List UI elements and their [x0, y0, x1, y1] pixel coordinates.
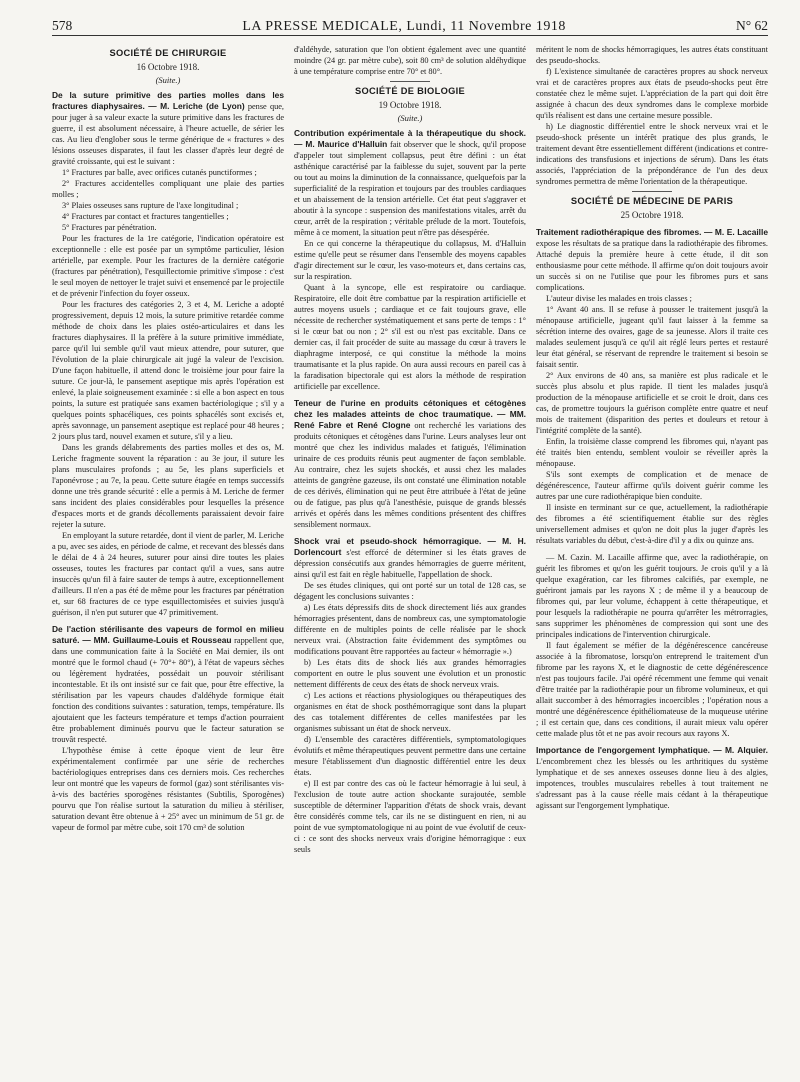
list-item: f) L'existence simultanée de caractères propres au shock nerveux vrai et de caractères propres aux états de pseudo-shocks peut être constatée chez le même sujet. L'appréciation de la part qui doit être assignée à chacun des deux syndromes dans le complexe morbide qu'ils réalisent est dans une certaine mesure possible. — [536, 67, 768, 120]
paragraph: Pour les fractures des catégories 2, 3 et 4, M. Leriche a adopté progressivement, depuis 12 mois, la suture primitive retardée comme méthode de choix dans les plaies ostéo-articulaires et dans les fractures diaphysaires. Il la préfère à la suture primitive immédiate, parce qu'il lui semble qu'il vaut mieux attendre, pour suturer, que l'évolution de la plaie chirurgicale ait jugé la valeur de l'excision. D'une façon habituelle, il attend donc le troisième jour pour faire la suture. Ce jour-là, le pansement aseptique mis après l'opération est enlevé, la plaie soigneusement examinée : si elle a bon aspect en tous points, la suture est pratiquée sans examen bactériologique ; s'il y a quelques points sphacéliques, ces points sphacélés sont excisés et, après savonnage, un pansement aseptique est replacé pour 48 heures ; 2 jours plus tard, nouvel examen et suture, s'il y a lieu. — [52, 300, 284, 441]
list-item: d) L'ensemble des caractères différentiels, symptomatologiques évolutifs et même thérapeutiques peuvent permettre dans une certaine mesure l'établissement d'un diagnostic différentiel entre les deux états. — [294, 735, 526, 777]
paragraph: d'aldéhyde, saturation que l'on obtient également avec une quantité moindre (24 gr. par mètre cube), soit 80 cm³ de solution aldéhydique à une température comprise entre 70° et 80°. — [294, 45, 526, 76]
paragraph: pense que, pour juger à sa valeur exacte la suture primitive dans les fractures de guerre, il est absolument nécessaire, à l'heure actuelle, de sérier les cas. Au lieu d'englober sous le terme générique de « fractures » des lésions osseuses disparates, il faut les classer d'après leur degré de gravité croissante, qui est le suivant : — [52, 102, 284, 166]
column-2 — [294, 44, 526, 1074]
paragraph: ont recherché les variations des produits cétoniques et cétogènes dans l'urine. Leurs analyses leur ont montré que chez les individus malades et fatigués, l'élimination urinaire de ces produits réunis peut augmenter de façon semblable. Au contraire, chez les sujets shockés, et aussi chez les malades atteints de gangrène gazeuse, ils ont constaté une élimination notable de ces dérivés, élimination qui ne peut être attribuée à l'état de jeûne ou de fatigue, pas plus qu'à l'anesthésie, puisque de grands blessés arrivés et opérés dans les mêmes conditions présentent des chiffres sensiblement normaux. — [294, 421, 526, 529]
issue-number: N° 62 — [735, 18, 768, 33]
paragraph: 1° Avant 40 ans. Il se refuse à pousser le traitement jusqu'à la ménopause artificielle, jugeant qu'il faut laisser à la femme sa sécrétion interne des ovaires, gage de sa jeunesse. Alors il traite ces malades seulement jusqu'à ce qu'il ait réglé leurs pertes et restauré leur état général, se réservant de reprendre le traitement si besoin se faisait sentir. — [536, 305, 768, 369]
list-item: e) Il est par contre des cas où le facteur hémorragie à lui seul, à l'exclusion de toute autre action shockante surajoutée, semble susceptible de déterminer l'apparition d'états de shock vrais, devant être considérés comme tels, car ils ne se distinguent en rien, ni au point de vue symptomatologique ni au point de vue évolutif de ceux-ci : ce sont des shocks nerveux vrais d'origine hémorragique : eux seuls — [294, 779, 526, 854]
paragraph: rappellent que, dans une communication faite à la Société en Mai dernier, ils ont montré que le formol chaud (+ 70°+ 80°), à l'état de vapeurs sèches ou légèrement hydratées, possédait un pouvoir stérilisant incontestable. Et ils ont insisté sur ce fait que, pour être effective, la stérilisation par les vapeurs chaudes d'aldéhyde formique était fonction des conditions suivantes : saturation, temps, température. Ils ajoutaient que les facteurs température et temps d'action pourraient être probablement diminués pourvu que le facteur saturation se trouvât respecté. — [52, 636, 284, 744]
article-title: Contribution expérimentale à la thérapeutique du shock. — M. Maurice d'Halluin — [294, 128, 526, 149]
list-item: 5° Fractures par pénétration. — [62, 223, 157, 232]
paragraph: expose les résultats de sa pratique dans la radiothérapie des fibromes. Attaché depuis la première heure à cette étude, il dit son enthousiasme pour cette méthode. Il affirme qu'on doit toujours avoir un succès si on ne l'utilise que pour les fibromes purs et sans complications. — [536, 239, 768, 292]
paragraph: L'auteur divise les malades en trois classes ; — [546, 294, 692, 303]
page-header — [52, 18, 768, 36]
list-item: c) Les actions et réactions physiologiques ou thérapeutiques des organismes en état de shock posthémorragique sont dans la plupart des cas totalement différentes de celles manifestées par les organismes subissant un état de shock nerveux. — [294, 691, 526, 733]
column-1 — [52, 44, 284, 1074]
session-date: 19 Octobre 1918. — [378, 100, 442, 110]
article-title: Shock vrai et pseudo-shock hémorragique. — M. H. Dorlencourt — [294, 536, 526, 557]
paragraph: L'hypothèse émise à cette époque vient de leur être expérimentalement confirmée par une série de recherches bactériologiques entreprises dans ces derniers mois. Ces recherches leur ont montré que les vapeurs de formol (gaz) sont stérilisantes vis-à-vis des bactéries sporogènes résistantes (Subtilis, Sporogènes) pourvu que l'on réalise surtout la saturation du milieu à stériliser, saturation devant être obtenue à + 25° avec un minimum de 51 gr. de vapeur de formol par mètre cube, soit 170 cm³ de solution — [52, 746, 284, 832]
article-title: De la suture primitive des parties molles dans les fractures diaphysaires. — M. Leriche (de Lyon) — [52, 90, 284, 111]
society-heading: SOCIÉTÉ DE CHIRURGIE — [109, 48, 227, 58]
paragraph: — M. Cazin. M. Lacaille affirme que, avec la radiothérapie, on guérit les fibromes et qu'on les guérit toujours. Je crois qu'il y a là quelque exagération, car les fibromes calcifiés, par exemple, ne guériront jamais par les rayons X ; de même il y a beaucoup de fibromes qui, par leur volume, échappent à cette thérapeutique, et pour lesquels la radiothérapie ne pourra qu'arrêter les métrorragies, sans supprimer les phénomènes de compression qui sont une des principales indications de l'intervention chirurgicale. — [536, 553, 768, 639]
paragraph: s'est efforcé de déterminer si les états graves de dépression consécutifs aux grandes hémorragies de guerre méritent, ainsi qu'il est fait en règle habituelle, l'appellation de shock. — [294, 548, 526, 579]
paragraph: De ses études cliniques, qui ont porté sur un total de 128 cas, se dégagent les conclusions suivantes : — [294, 581, 526, 601]
list-item: b) Les états dits de shock liés aux grandes hémorragies comportent en outre le plus souvent une évolution et un pronostic nettement différents de ceux des états de shock nerveux vrais. — [294, 658, 526, 689]
list-item: 4° Fractures par contact et fractures tangentielles ; — [62, 212, 229, 221]
page-columns — [52, 44, 768, 1074]
paragraph: S'ils sont exempts de complication et de menace de dégénérescence, l'auteur affirme qu'ils doivent guérir comme les autres par une cure radiothérapique bien conduite. — [536, 470, 768, 501]
paragraph: Pour les fractures de la 1re catégorie, l'indication opératoire est exceptionnelle : elle est posée par un symptôme particulier, lésion artérielle, par exemple. Pour les fractures de la dernière catégorie (fractures par pénétration), l'esquillectomie primitive s'impose : c'est le seul moyen de nettoyer le trajet suivi et ensemencé par le projectile et de prévenir l'infection du foyer osseux. — [52, 234, 284, 298]
article-title: Importance de l'engorgement lymphatique. — M. Alquier. — [536, 745, 768, 755]
section-divider — [390, 81, 430, 82]
session-date: 25 Octobre 1918. — [620, 210, 684, 220]
list-item: 1° Fractures par balle, avec orifices cutanés punctiformes ; — [62, 168, 257, 177]
paragraph: Quant à la syncope, elle est respiratoire ou cardiaque. Respiratoire, elle doit être combattue par la respiration artificielle et autres moyens usuels ; cardiaque et ce fait toujours grave, elle nécessite de rechercher systématiquement et sans perte de temps : 1° si le cœur bat ou non ; 2° s'il est ou n'est pas excitable. Dans ce dernier cas, il fait procéder de suite au massage du cœur à travers le diaphragme interposé, ce qui constitue la méthode la moins traumatisante et la plus rapide. On aura aussi recours en pareil cas à la faradisation bipectorale qui est alors la méthode de respiration artificielle par excellence. — [294, 283, 526, 391]
paragraph: Il faut également se méfier de la dégénérescence cancéreuse associée à la fibromatose, lorsqu'on entreprend le traitement d'un fibrome par les rayons X, et le diagnostic de cette dégénérescence n'est pas toujours facile. J'ai opéré récemment une femme qui venait d'être traitée par la radiothérapie pour un fibrome volumineux, et qui allait succomber à des hémorragies incoercibles ; l'opération nous a montré une dégénérescence épithéliomateuse de la muqueuse utérine ; il est certain que, dans ces conditions, il aurait mieux valu opérer cette malade plus tôt et ne pas avoir recours aux rayons X. — [536, 641, 768, 738]
continuation-note: (Suite.) — [155, 75, 181, 85]
column-3 — [536, 44, 768, 1074]
page-number: 578 — [52, 18, 73, 33]
article-title: Traitement radiothérapique des fibromes. — M. E. Lacaille — [536, 227, 768, 237]
society-heading: SOCIÉTÉ DE BIOLOGIE — [354, 86, 466, 96]
list-item: h) Le diagnostic différentiel entre le shock nerveux vrai et le pseudo-shock présente un intérêt pratique des plus grands, le traitement devant être essentiellement différent (indications et contre-indications des transfusions et injections de sérum). Dans les états associés, l'appréciation de la prépondérance de l'un des deux syndromes permettra de même l'orientation de la thérapeutique. — [536, 122, 768, 186]
paragraph: fait observer que le shock, qu'il propose d'appeler tout simplement collapsus, peut être défini : un état asthénique caractérisé par la faiblesse du sujet, souvent par la perte ou tout au moins la diminution de la connaissance, quelquefois par la superficialité de la respiration et toujours par des troubles cardiaques et un abaissement de la tension artérielle. Cet état peut s'aggraver et aboutir à la syncope : suspension des manifestations vitales, arrêt du cœur, arrêt de la respiration ; véritable prélude de la mort. Toutefois, même à ce moment, la situation peut n'être pas désespérée. — [294, 140, 526, 237]
paragraph: L'encombrement chez les blessés ou les arthritiques du système lymphatique et de ses annexes osseuses donne lieu à des algies, impotences, troubles musculaires rebelles à tout traitement ne s'adressant pas à la cause réelle mais cédant à la thérapeutique agissant sur l'engorgement lymphatique. — [536, 757, 768, 810]
list-item: 2° Fractures accidentelles compliquant une plaie des parties molles ; — [52, 179, 284, 199]
paragraph: 2° Aux environs de 40 ans, sa manière est plus radicale et le succès plus absolu et plus rapide. Il tient les malades jusqu'à production de la ménopause artificielle et se croit le droit, dans ces cas, de promettre toujours la guérison complète entre quatre et neuf mois de traitement (disparition des pertes et douleurs et retour à l'intégrité complète de la santé). — [536, 371, 768, 435]
continuation-note: (Suite.) — [397, 113, 423, 123]
article-title: Teneur de l'urine en produits cétoniques et cétogènes chez les malades atteints de choc traumatique. — MM. René Fabre et René Clogne — [294, 398, 526, 430]
paragraph: En employant la suture retardée, dont il vient de parler, M. Leriche a pu, avec ses aides, en période de calme, et recevant des blessés dans le délai de 4 à 24 heures, suturer pour ainsi dire toutes les plaies osseuses, toutes les fractures par contact qu'il a vues, sans autre insuccès qu'un fil à faire sauter de temps à autre, exceptionnellement d'ailleurs. Il n'en a pas été de même pour les fractures par pénétration et, sur 68 fractures de ce type esquillectomisées et suivies jusqu'à guérison, il n'en put suturer que 47 primitivement. — [52, 531, 284, 617]
society-heading: SOCIÉTÉ DE MÉDECINE DE PARIS — [570, 196, 734, 206]
article-title: De l'action stérilisante des vapeurs de formol en milieu saturé. — MM. Guillaume-Louis et Rousseau — [52, 624, 284, 645]
paragraph: Dans les grands délabrements des parties molles et des os, M. Leriche fragmente souvent la réparation : au 3e jour, il suture les plans musculaires profonds ; au 5e, les plans superficiels et l'aponévrose ; au 7e, la peau. Cette suture étagée en temps successifs donne une très grande sécurité : elle a permis à M. Leriche de fermer sans incident des plaies considérables pour lesquelles la présence d'espaces morts et de grands décollements paraissaient devoir faire rejeter la suture. — [52, 443, 284, 529]
paragraph: Enfin, la troisième classe comprend les fibromes qui, n'ayant pas été traités bien entendu, semblent vouloir se réveiller après la ménopause. — [536, 437, 768, 468]
session-date: 16 Octobre 1918. — [136, 62, 200, 72]
journal-title: LA PRESSE MEDICALE, Lundi, 11 Novembre 1918 — [242, 19, 566, 34]
paragraph: méritent le nom de shocks hémorragiques, les autres états constituant des pseudo-shocks. — [536, 45, 768, 65]
paragraph: Il insiste en terminant sur ce que, actuellement, la radiothérapie des fibromes a été scientifiquement établie sur des règles universellement admises et qu'on ne doit plus la juger d'après les résultats variables du début, c'est-à-dire d'il y a dix ou quinze ans. — [536, 503, 768, 545]
list-item: a) Les états dépressifs dits de shock directement liés aux grandes hémorragies présentent, dans de nombreux cas, une symptomatologie différente en de multiples points de celle réalisée par le shock nerveux vrai. (Abstraction faite évidemment des symptômes ou modifications pouvant être rapportées au facteur « hémorragie ».) — [294, 603, 526, 656]
list-item: 3° Plaies osseuses sans rupture de l'axe longitudinal ; — [62, 201, 239, 210]
section-divider — [632, 191, 672, 192]
paragraph: En ce qui concerne la thérapeutique du collapsus, M. d'Halluin estime qu'elle peut se résumer dans l'ensemble des moyens capables d'agir directement sur le cœur, les vaso-moteurs et, dans certains cas, sur la respiration. — [294, 239, 526, 281]
